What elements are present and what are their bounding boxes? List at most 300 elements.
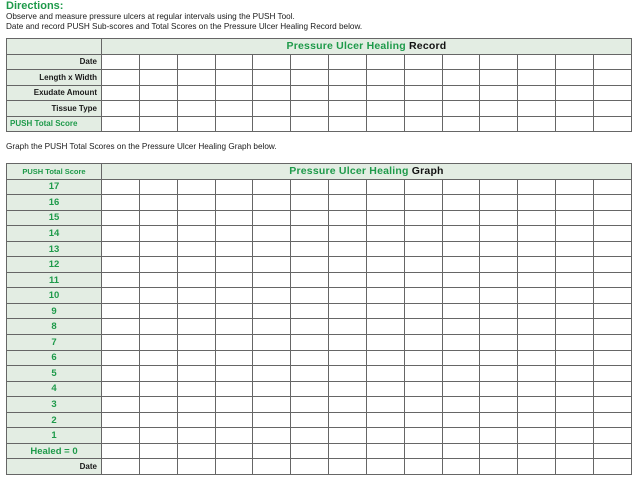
graph-plot-cell[interactable] — [480, 226, 518, 242]
graph-plot-cell[interactable] — [177, 241, 215, 257]
graph-plot-cell[interactable] — [518, 443, 556, 459]
graph-plot-cell[interactable] — [253, 241, 291, 257]
graph-plot-cell[interactable] — [139, 443, 177, 459]
graph-plot-cell[interactable] — [102, 210, 140, 226]
record-entry-cell[interactable] — [291, 101, 329, 117]
graph-plot-cell[interactable] — [139, 335, 177, 351]
graph-plot-cell[interactable] — [215, 319, 253, 335]
graph-plot-cell[interactable] — [291, 195, 329, 211]
graph-plot-cell[interactable] — [215, 335, 253, 351]
graph-plot-cell[interactable] — [177, 303, 215, 319]
graph-plot-cell[interactable] — [177, 226, 215, 242]
record-entry-cell[interactable] — [404, 54, 442, 70]
graph-plot-cell[interactable] — [291, 241, 329, 257]
graph-plot-cell[interactable] — [329, 210, 367, 226]
graph-plot-cell[interactable] — [442, 428, 480, 444]
graph-plot-cell[interactable] — [139, 397, 177, 413]
graph-plot-cell[interactable] — [404, 195, 442, 211]
graph-plot-cell[interactable] — [480, 397, 518, 413]
graph-plot-cell[interactable] — [593, 397, 631, 413]
graph-plot-cell[interactable] — [329, 319, 367, 335]
graph-plot-cell[interactable] — [442, 366, 480, 382]
graph-plot-cell[interactable] — [556, 272, 594, 288]
graph-plot-cell[interactable] — [593, 241, 631, 257]
graph-plot-cell[interactable] — [215, 179, 253, 195]
record-entry-cell[interactable] — [404, 85, 442, 101]
graph-plot-cell[interactable] — [518, 366, 556, 382]
graph-plot-cell[interactable] — [177, 179, 215, 195]
graph-plot-cell[interactable] — [518, 257, 556, 273]
graph-plot-cell[interactable] — [404, 210, 442, 226]
graph-plot-cell[interactable] — [139, 381, 177, 397]
graph-plot-cell[interactable] — [329, 179, 367, 195]
graph-plot-cell[interactable] — [253, 179, 291, 195]
graph-plot-cell[interactable] — [480, 335, 518, 351]
graph-plot-cell[interactable] — [404, 179, 442, 195]
graph-plot-cell[interactable] — [442, 257, 480, 273]
graph-plot-cell[interactable] — [518, 303, 556, 319]
graph-plot-cell[interactable] — [366, 288, 404, 304]
graph-plot-cell[interactable] — [253, 319, 291, 335]
graph-plot-cell[interactable] — [291, 412, 329, 428]
graph-plot-cell[interactable] — [518, 428, 556, 444]
graph-plot-cell[interactable] — [253, 459, 291, 475]
graph-plot-cell[interactable] — [518, 350, 556, 366]
graph-plot-cell[interactable] — [139, 195, 177, 211]
graph-plot-cell[interactable] — [442, 195, 480, 211]
record-entry-cell[interactable] — [215, 85, 253, 101]
graph-plot-cell[interactable] — [556, 459, 594, 475]
record-entry-cell[interactable] — [518, 116, 556, 132]
record-entry-cell[interactable] — [329, 70, 367, 86]
graph-plot-cell[interactable] — [480, 195, 518, 211]
record-entry-cell[interactable] — [291, 70, 329, 86]
graph-plot-cell[interactable] — [518, 226, 556, 242]
graph-plot-cell[interactable] — [177, 443, 215, 459]
graph-plot-cell[interactable] — [177, 381, 215, 397]
graph-plot-cell[interactable] — [366, 366, 404, 382]
record-entry-cell[interactable] — [102, 85, 140, 101]
record-entry-cell[interactable] — [518, 70, 556, 86]
record-entry-cell[interactable] — [593, 70, 631, 86]
record-entry-cell[interactable] — [518, 54, 556, 70]
graph-plot-cell[interactable] — [139, 272, 177, 288]
graph-plot-cell[interactable] — [291, 319, 329, 335]
record-entry-cell[interactable] — [102, 116, 140, 132]
graph-plot-cell[interactable] — [442, 443, 480, 459]
graph-plot-cell[interactable] — [404, 412, 442, 428]
graph-plot-cell[interactable] — [253, 412, 291, 428]
graph-plot-cell[interactable] — [404, 397, 442, 413]
graph-plot-cell[interactable] — [593, 226, 631, 242]
record-entry-cell[interactable] — [593, 116, 631, 132]
graph-plot-cell[interactable] — [102, 319, 140, 335]
graph-plot-cell[interactable] — [102, 226, 140, 242]
record-entry-cell[interactable] — [215, 54, 253, 70]
graph-plot-cell[interactable] — [291, 350, 329, 366]
graph-plot-cell[interactable] — [556, 381, 594, 397]
record-entry-cell[interactable] — [404, 70, 442, 86]
record-entry-cell[interactable] — [253, 54, 291, 70]
graph-plot-cell[interactable] — [480, 459, 518, 475]
record-entry-cell[interactable] — [102, 70, 140, 86]
graph-plot-cell[interactable] — [139, 366, 177, 382]
record-entry-cell[interactable] — [253, 70, 291, 86]
record-entry-cell[interactable] — [556, 54, 594, 70]
record-entry-cell[interactable] — [442, 116, 480, 132]
graph-plot-cell[interactable] — [329, 381, 367, 397]
graph-plot-cell[interactable] — [139, 288, 177, 304]
graph-plot-cell[interactable] — [556, 350, 594, 366]
graph-plot-cell[interactable] — [556, 428, 594, 444]
graph-plot-cell[interactable] — [366, 241, 404, 257]
graph-plot-cell[interactable] — [177, 319, 215, 335]
graph-plot-cell[interactable] — [253, 335, 291, 351]
graph-plot-cell[interactable] — [291, 443, 329, 459]
graph-plot-cell[interactable] — [480, 443, 518, 459]
graph-plot-cell[interactable] — [556, 412, 594, 428]
graph-plot-cell[interactable] — [102, 443, 140, 459]
graph-plot-cell[interactable] — [442, 397, 480, 413]
graph-plot-cell[interactable] — [329, 397, 367, 413]
graph-plot-cell[interactable] — [215, 350, 253, 366]
graph-plot-cell[interactable] — [593, 257, 631, 273]
graph-plot-cell[interactable] — [442, 303, 480, 319]
graph-plot-cell[interactable] — [329, 303, 367, 319]
graph-plot-cell[interactable] — [518, 272, 556, 288]
graph-plot-cell[interactable] — [556, 241, 594, 257]
graph-plot-cell[interactable] — [215, 412, 253, 428]
graph-plot-cell[interactable] — [329, 241, 367, 257]
graph-plot-cell[interactable] — [593, 195, 631, 211]
graph-plot-cell[interactable] — [366, 272, 404, 288]
graph-plot-cell[interactable] — [253, 366, 291, 382]
record-entry-cell[interactable] — [102, 101, 140, 117]
graph-plot-cell[interactable] — [291, 366, 329, 382]
graph-plot-cell[interactable] — [404, 272, 442, 288]
record-entry-cell[interactable] — [177, 70, 215, 86]
record-entry-cell[interactable] — [556, 116, 594, 132]
graph-plot-cell[interactable] — [556, 210, 594, 226]
graph-plot-cell[interactable] — [593, 412, 631, 428]
graph-plot-cell[interactable] — [518, 241, 556, 257]
graph-plot-cell[interactable] — [404, 443, 442, 459]
graph-plot-cell[interactable] — [291, 210, 329, 226]
graph-plot-cell[interactable] — [102, 412, 140, 428]
record-entry-cell[interactable] — [253, 101, 291, 117]
graph-plot-cell[interactable] — [593, 428, 631, 444]
record-entry-cell[interactable] — [215, 101, 253, 117]
graph-plot-cell[interactable] — [291, 303, 329, 319]
graph-plot-cell[interactable] — [593, 381, 631, 397]
graph-plot-cell[interactable] — [291, 257, 329, 273]
record-entry-cell[interactable] — [329, 116, 367, 132]
graph-plot-cell[interactable] — [442, 179, 480, 195]
graph-plot-cell[interactable] — [215, 443, 253, 459]
graph-plot-cell[interactable] — [253, 257, 291, 273]
graph-plot-cell[interactable] — [518, 179, 556, 195]
graph-plot-cell[interactable] — [480, 241, 518, 257]
record-entry-cell[interactable] — [139, 54, 177, 70]
graph-plot-cell[interactable] — [215, 195, 253, 211]
graph-plot-cell[interactable] — [518, 381, 556, 397]
record-entry-cell[interactable] — [593, 101, 631, 117]
graph-plot-cell[interactable] — [102, 397, 140, 413]
graph-plot-cell[interactable] — [177, 288, 215, 304]
graph-plot-cell[interactable] — [442, 210, 480, 226]
graph-plot-cell[interactable] — [366, 459, 404, 475]
graph-plot-cell[interactable] — [102, 241, 140, 257]
graph-plot-cell[interactable] — [556, 335, 594, 351]
graph-plot-cell[interactable] — [442, 381, 480, 397]
graph-plot-cell[interactable] — [366, 210, 404, 226]
graph-plot-cell[interactable] — [139, 210, 177, 226]
record-entry-cell[interactable] — [291, 54, 329, 70]
graph-plot-cell[interactable] — [518, 195, 556, 211]
graph-plot-cell[interactable] — [102, 366, 140, 382]
graph-plot-cell[interactable] — [366, 335, 404, 351]
record-entry-cell[interactable] — [442, 54, 480, 70]
record-entry-cell[interactable] — [480, 54, 518, 70]
graph-plot-cell[interactable] — [480, 288, 518, 304]
graph-plot-cell[interactable] — [442, 350, 480, 366]
graph-plot-cell[interactable] — [253, 272, 291, 288]
record-entry-cell[interactable] — [366, 70, 404, 86]
graph-plot-cell[interactable] — [139, 319, 177, 335]
record-entry-cell[interactable] — [442, 70, 480, 86]
record-entry-cell[interactable] — [177, 85, 215, 101]
graph-plot-cell[interactable] — [480, 303, 518, 319]
graph-plot-cell[interactable] — [329, 443, 367, 459]
graph-plot-cell[interactable] — [480, 366, 518, 382]
graph-plot-cell[interactable] — [215, 210, 253, 226]
graph-plot-cell[interactable] — [518, 412, 556, 428]
graph-plot-cell[interactable] — [442, 412, 480, 428]
graph-plot-cell[interactable] — [253, 195, 291, 211]
record-entry-cell[interactable] — [139, 85, 177, 101]
graph-plot-cell[interactable] — [177, 195, 215, 211]
graph-plot-cell[interactable] — [556, 257, 594, 273]
graph-plot-cell[interactable] — [215, 459, 253, 475]
graph-plot-cell[interactable] — [291, 179, 329, 195]
graph-plot-cell[interactable] — [556, 179, 594, 195]
record-entry-cell[interactable] — [215, 70, 253, 86]
graph-plot-cell[interactable] — [215, 366, 253, 382]
graph-plot-cell[interactable] — [102, 381, 140, 397]
record-entry-cell[interactable] — [366, 101, 404, 117]
graph-plot-cell[interactable] — [291, 272, 329, 288]
graph-plot-cell[interactable] — [329, 226, 367, 242]
graph-plot-cell[interactable] — [139, 303, 177, 319]
record-entry-cell[interactable] — [366, 116, 404, 132]
record-entry-cell[interactable] — [177, 54, 215, 70]
record-entry-cell[interactable] — [253, 116, 291, 132]
graph-plot-cell[interactable] — [593, 443, 631, 459]
graph-plot-cell[interactable] — [480, 179, 518, 195]
graph-plot-cell[interactable] — [253, 428, 291, 444]
graph-plot-cell[interactable] — [102, 257, 140, 273]
graph-plot-cell[interactable] — [139, 226, 177, 242]
graph-plot-cell[interactable] — [480, 428, 518, 444]
graph-plot-cell[interactable] — [480, 257, 518, 273]
record-entry-cell[interactable] — [404, 101, 442, 117]
graph-plot-cell[interactable] — [442, 226, 480, 242]
graph-plot-cell[interactable] — [215, 303, 253, 319]
graph-plot-cell[interactable] — [253, 397, 291, 413]
record-entry-cell[interactable] — [291, 116, 329, 132]
graph-plot-cell[interactable] — [404, 288, 442, 304]
record-entry-cell[interactable] — [518, 101, 556, 117]
graph-plot-cell[interactable] — [329, 272, 367, 288]
graph-plot-cell[interactable] — [442, 319, 480, 335]
graph-plot-cell[interactable] — [442, 288, 480, 304]
graph-plot-cell[interactable] — [366, 350, 404, 366]
graph-plot-cell[interactable] — [329, 428, 367, 444]
record-entry-cell[interactable] — [177, 101, 215, 117]
graph-plot-cell[interactable] — [215, 288, 253, 304]
graph-plot-cell[interactable] — [177, 350, 215, 366]
graph-plot-cell[interactable] — [291, 397, 329, 413]
graph-plot-cell[interactable] — [518, 319, 556, 335]
graph-plot-cell[interactable] — [139, 459, 177, 475]
graph-plot-cell[interactable] — [139, 428, 177, 444]
record-entry-cell[interactable] — [253, 85, 291, 101]
graph-plot-cell[interactable] — [442, 335, 480, 351]
graph-plot-cell[interactable] — [253, 226, 291, 242]
record-entry-cell[interactable] — [442, 85, 480, 101]
record-entry-cell[interactable] — [291, 85, 329, 101]
graph-plot-cell[interactable] — [329, 459, 367, 475]
graph-plot-cell[interactable] — [480, 350, 518, 366]
graph-plot-cell[interactable] — [556, 226, 594, 242]
graph-plot-cell[interactable] — [518, 459, 556, 475]
graph-plot-cell[interactable] — [442, 272, 480, 288]
graph-plot-cell[interactable] — [102, 303, 140, 319]
graph-plot-cell[interactable] — [556, 195, 594, 211]
graph-plot-cell[interactable] — [139, 412, 177, 428]
record-entry-cell[interactable] — [329, 85, 367, 101]
graph-plot-cell[interactable] — [366, 443, 404, 459]
graph-plot-cell[interactable] — [518, 288, 556, 304]
graph-plot-cell[interactable] — [593, 303, 631, 319]
graph-plot-cell[interactable] — [404, 381, 442, 397]
graph-plot-cell[interactable] — [404, 366, 442, 382]
graph-plot-cell[interactable] — [139, 241, 177, 257]
graph-plot-cell[interactable] — [329, 335, 367, 351]
record-entry-cell[interactable] — [404, 116, 442, 132]
graph-plot-cell[interactable] — [518, 397, 556, 413]
graph-plot-cell[interactable] — [215, 241, 253, 257]
graph-plot-cell[interactable] — [102, 195, 140, 211]
graph-plot-cell[interactable] — [593, 319, 631, 335]
graph-plot-cell[interactable] — [291, 335, 329, 351]
graph-plot-cell[interactable] — [253, 381, 291, 397]
graph-plot-cell[interactable] — [329, 195, 367, 211]
graph-plot-cell[interactable] — [593, 366, 631, 382]
graph-plot-cell[interactable] — [291, 381, 329, 397]
graph-plot-cell[interactable] — [329, 257, 367, 273]
graph-plot-cell[interactable] — [253, 210, 291, 226]
graph-plot-cell[interactable] — [102, 350, 140, 366]
graph-plot-cell[interactable] — [518, 210, 556, 226]
graph-plot-cell[interactable] — [177, 459, 215, 475]
graph-plot-cell[interactable] — [253, 443, 291, 459]
graph-plot-cell[interactable] — [102, 272, 140, 288]
graph-plot-cell[interactable] — [177, 397, 215, 413]
graph-plot-cell[interactable] — [556, 366, 594, 382]
graph-plot-cell[interactable] — [329, 412, 367, 428]
graph-plot-cell[interactable] — [404, 428, 442, 444]
graph-plot-cell[interactable] — [177, 412, 215, 428]
record-entry-cell[interactable] — [215, 116, 253, 132]
graph-plot-cell[interactable] — [480, 319, 518, 335]
graph-plot-cell[interactable] — [442, 459, 480, 475]
graph-plot-cell[interactable] — [593, 210, 631, 226]
graph-plot-cell[interactable] — [291, 428, 329, 444]
record-entry-cell[interactable] — [480, 70, 518, 86]
record-entry-cell[interactable] — [556, 101, 594, 117]
graph-plot-cell[interactable] — [177, 428, 215, 444]
record-entry-cell[interactable] — [102, 54, 140, 70]
record-entry-cell[interactable] — [177, 116, 215, 132]
graph-plot-cell[interactable] — [329, 288, 367, 304]
graph-plot-cell[interactable] — [404, 303, 442, 319]
record-entry-cell[interactable] — [518, 85, 556, 101]
graph-plot-cell[interactable] — [556, 303, 594, 319]
graph-plot-cell[interactable] — [215, 257, 253, 273]
graph-plot-cell[interactable] — [366, 226, 404, 242]
graph-plot-cell[interactable] — [177, 210, 215, 226]
graph-plot-cell[interactable] — [139, 350, 177, 366]
graph-plot-cell[interactable] — [102, 335, 140, 351]
graph-plot-cell[interactable] — [442, 241, 480, 257]
record-entry-cell[interactable] — [139, 70, 177, 86]
graph-plot-cell[interactable] — [480, 412, 518, 428]
graph-plot-cell[interactable] — [518, 335, 556, 351]
record-entry-cell[interactable] — [139, 101, 177, 117]
graph-plot-cell[interactable] — [253, 303, 291, 319]
graph-plot-cell[interactable] — [139, 257, 177, 273]
graph-plot-cell[interactable] — [404, 319, 442, 335]
graph-plot-cell[interactable] — [329, 350, 367, 366]
graph-plot-cell[interactable] — [556, 319, 594, 335]
graph-plot-cell[interactable] — [404, 257, 442, 273]
graph-plot-cell[interactable] — [366, 428, 404, 444]
record-entry-cell[interactable] — [556, 70, 594, 86]
graph-plot-cell[interactable] — [366, 303, 404, 319]
graph-plot-cell[interactable] — [215, 397, 253, 413]
graph-plot-cell[interactable] — [404, 335, 442, 351]
graph-plot-cell[interactable] — [366, 179, 404, 195]
graph-plot-cell[interactable] — [291, 459, 329, 475]
graph-plot-cell[interactable] — [480, 272, 518, 288]
graph-plot-cell[interactable] — [102, 179, 140, 195]
graph-plot-cell[interactable] — [480, 210, 518, 226]
graph-plot-cell[interactable] — [177, 272, 215, 288]
graph-plot-cell[interactable] — [177, 366, 215, 382]
graph-plot-cell[interactable] — [291, 288, 329, 304]
graph-plot-cell[interactable] — [177, 257, 215, 273]
record-entry-cell[interactable] — [139, 116, 177, 132]
graph-plot-cell[interactable] — [593, 288, 631, 304]
graph-plot-cell[interactable] — [102, 428, 140, 444]
graph-plot-cell[interactable] — [366, 319, 404, 335]
graph-plot-cell[interactable] — [556, 288, 594, 304]
graph-plot-cell[interactable] — [404, 226, 442, 242]
record-entry-cell[interactable] — [442, 101, 480, 117]
graph-plot-cell[interactable] — [366, 195, 404, 211]
graph-plot-cell[interactable] — [366, 381, 404, 397]
